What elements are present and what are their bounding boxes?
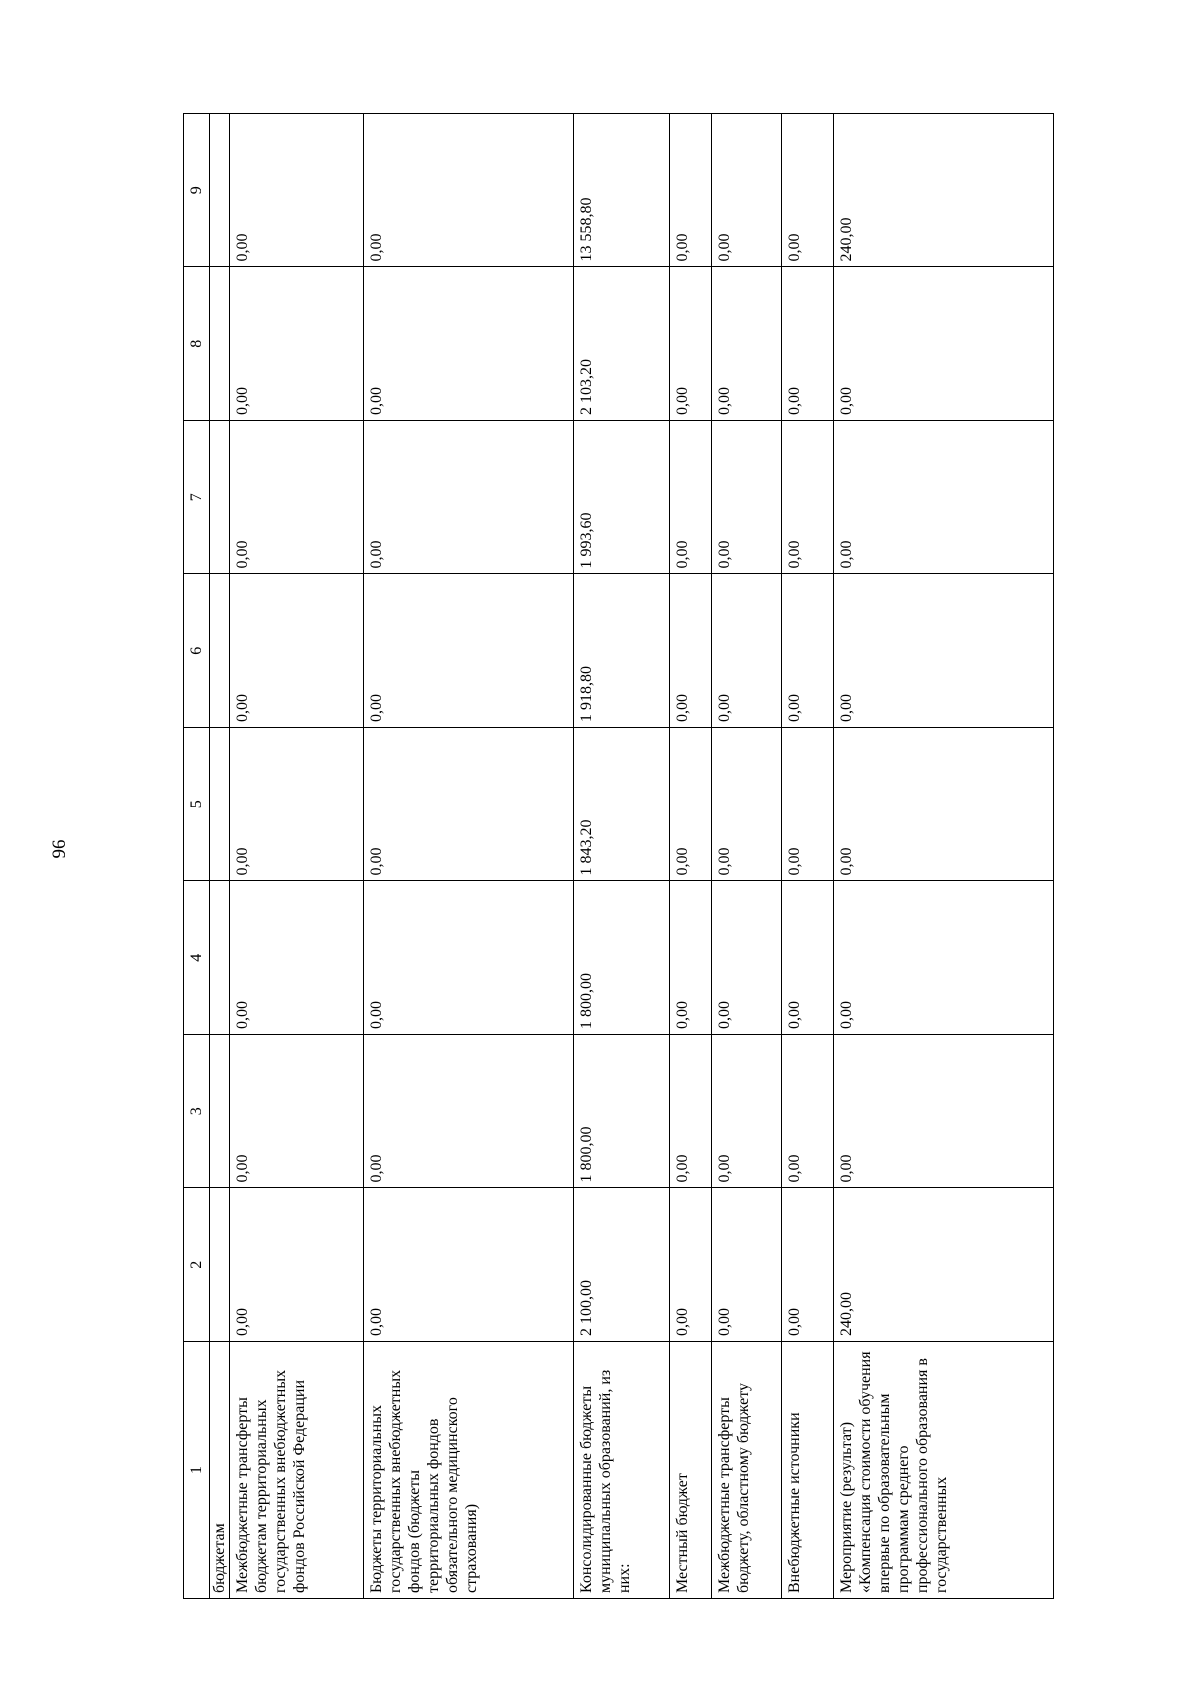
table-row	[712, 114, 782, 1599]
value-cell: 0,00	[712, 728, 782, 882]
value-cell: 0,00	[712, 114, 782, 268]
value-cell: 0,00	[364, 421, 574, 575]
table-row	[670, 114, 712, 1599]
value-cell: 2 100,00	[574, 1188, 670, 1342]
value-cell: 0,00	[712, 881, 782, 1035]
continuation-row	[210, 114, 230, 1599]
value-cell: 1 800,00	[574, 1035, 670, 1189]
row-label: Консолидированные бюджеты муниципальных образований, из них:	[574, 1342, 670, 1599]
table-row	[574, 114, 670, 1599]
row-label: Местный бюджет	[670, 1342, 712, 1599]
value-cell: 0,00	[782, 114, 834, 268]
value-cell: 0,00	[364, 114, 574, 268]
continuation-label: бюджетам	[210, 1342, 230, 1599]
value-cell: 0,00	[782, 574, 834, 728]
value-cell: 0,00	[230, 267, 364, 421]
value-cell: 0,00	[782, 267, 834, 421]
value-cell: 0,00	[670, 114, 712, 268]
row-label: Межбюджетные трансферты бюджету, областному бюджету	[712, 1342, 782, 1599]
value-cell: 0,00	[782, 1035, 834, 1189]
table-row	[230, 114, 364, 1599]
value-cell: 0,00	[364, 728, 574, 882]
value-cell: 0,00	[230, 728, 364, 882]
value-cell: 0,00	[712, 421, 782, 575]
table-row	[834, 114, 1054, 1599]
column-header: 6	[184, 574, 210, 728]
value-cell: 0,00	[364, 267, 574, 421]
value-cell: 1 843,20	[574, 728, 670, 882]
column-header: 5	[184, 728, 210, 882]
column-header: 2	[184, 1188, 210, 1342]
value-cell: 1 918,80	[574, 574, 670, 728]
column-header: 1	[184, 1342, 210, 1599]
value-cell: 0,00	[670, 574, 712, 728]
value-cell: 0,00	[230, 1188, 364, 1342]
page-number: 96	[49, 839, 70, 859]
value-cell: 240,00	[834, 1188, 1054, 1342]
value-cell: 0,00	[670, 1188, 712, 1342]
value-cell: 0,00	[712, 1035, 782, 1189]
row-label: Бюджеты территориальных государственных внебюджетных фондов (бюджеты территориальных фондов обязательного медицинского страхования)	[364, 1342, 574, 1599]
value-cell: 1 800,00	[574, 881, 670, 1035]
value-cell: 0,00	[834, 881, 1054, 1035]
value-cell: 0,00	[670, 881, 712, 1035]
value-cell: 0,00	[712, 267, 782, 421]
value-cell: 0,00	[364, 1188, 574, 1342]
value-cell: 0,00	[364, 574, 574, 728]
value-cell: 0,00	[364, 1035, 574, 1189]
empty-cell	[210, 1188, 230, 1342]
row-label: Межбюджетные трансферты бюджетам территориальных государственных внебюджетных фондов Российской Федерации	[230, 1342, 364, 1599]
value-cell: 0,00	[782, 881, 834, 1035]
value-cell: 1 993,60	[574, 421, 670, 575]
value-cell: 0,00	[834, 728, 1054, 882]
budget-table	[183, 113, 1054, 1599]
value-cell: 0,00	[670, 728, 712, 882]
table-row	[364, 114, 574, 1599]
value-cell: 0,00	[230, 421, 364, 575]
value-cell: 0,00	[834, 421, 1054, 575]
value-cell: 0,00	[670, 267, 712, 421]
value-cell: 0,00	[782, 728, 834, 882]
value-cell: 0,00	[364, 881, 574, 1035]
value-cell: 0,00	[834, 1035, 1054, 1189]
empty-cell	[210, 114, 230, 268]
empty-cell	[210, 1035, 230, 1189]
empty-cell	[210, 421, 230, 575]
value-cell: 0,00	[712, 1188, 782, 1342]
empty-cell	[210, 574, 230, 728]
value-cell: 0,00	[782, 1188, 834, 1342]
header-row	[184, 114, 210, 1599]
value-cell: 0,00	[230, 881, 364, 1035]
value-cell: 2 103,20	[574, 267, 670, 421]
value-cell: 13 558,80	[574, 114, 670, 268]
value-cell: 0,00	[670, 421, 712, 575]
empty-cell	[210, 267, 230, 421]
column-header: 4	[184, 881, 210, 1035]
value-cell: 240,00	[834, 114, 1054, 268]
column-header: 9	[184, 114, 210, 268]
value-cell: 0,00	[782, 421, 834, 575]
value-cell: 0,00	[230, 1035, 364, 1189]
value-cell: 0,00	[834, 574, 1054, 728]
value-cell: 0,00	[834, 267, 1054, 421]
value-cell: 0,00	[230, 114, 364, 268]
table-row	[782, 114, 834, 1599]
rotated-table-container	[183, 114, 1053, 1599]
column-header: 7	[184, 421, 210, 575]
value-cell: 0,00	[670, 1035, 712, 1189]
row-label: Внебюджетные источники	[782, 1342, 834, 1599]
value-cell: 0,00	[712, 574, 782, 728]
empty-cell	[210, 728, 230, 882]
value-cell: 0,00	[230, 574, 364, 728]
column-header: 8	[184, 267, 210, 421]
column-header: 3	[184, 1035, 210, 1189]
row-label: Мероприятие (результат) «Компенсация стоимости обучения впервые по образовательным программам среднего профессионального образования в государственных	[834, 1342, 1054, 1599]
empty-cell	[210, 881, 230, 1035]
